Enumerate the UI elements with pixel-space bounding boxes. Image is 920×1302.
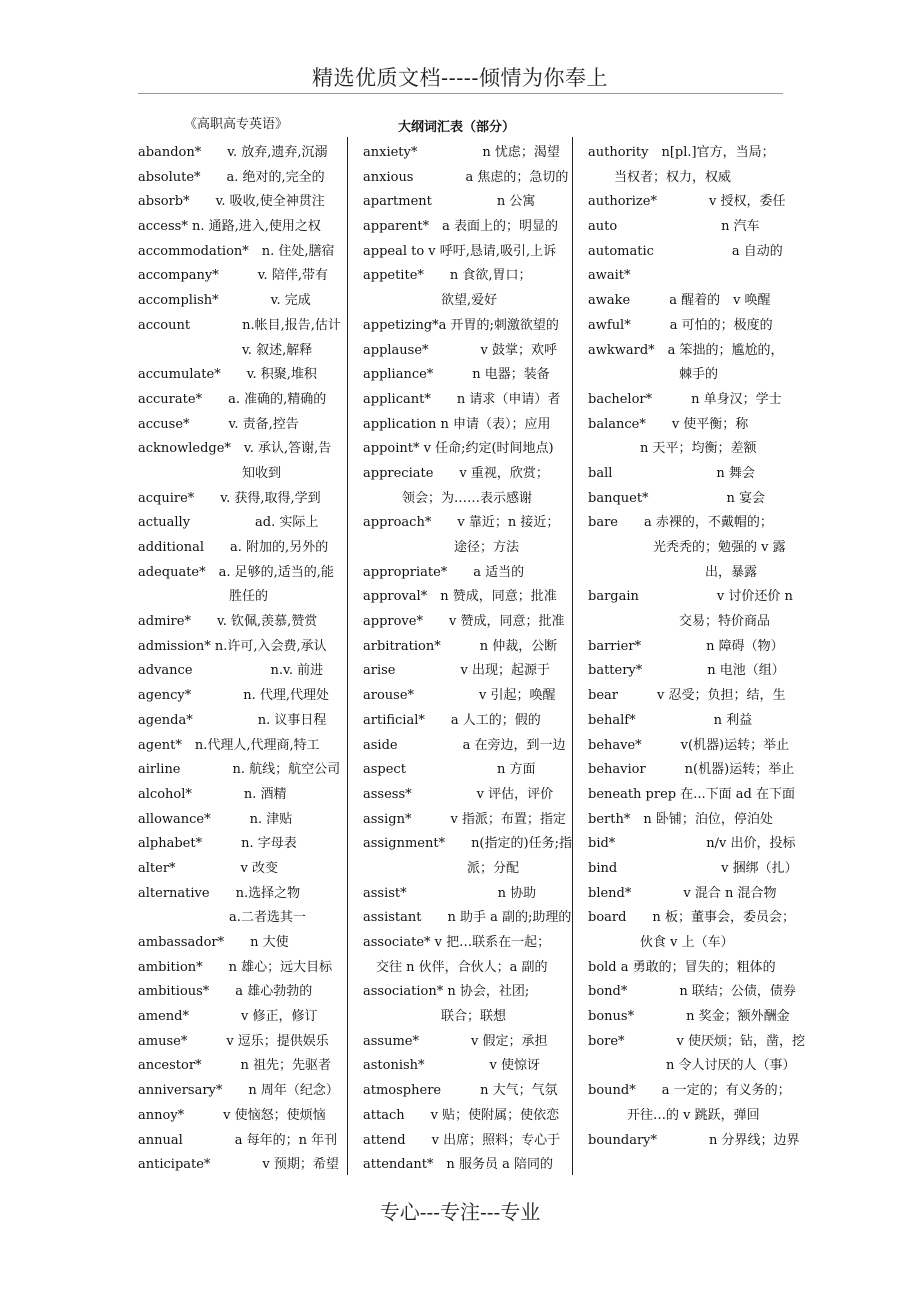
vocab-entry: approach* v 靠近；n 接近； — [363, 515, 560, 531]
vocab-entry: assist* n 协助 — [363, 885, 537, 901]
vocab-entry: approval* n 赞成，同意；批准 — [363, 589, 557, 605]
vocab-entry: accuse* v. 责备,控告 — [138, 416, 299, 432]
vocab-entry: abandon* v. 放弃,遗弃,沉溺 — [138, 145, 328, 160]
vocab-entry: ball n 舞会 — [588, 465, 755, 481]
vocab-entry: absorb* v. 吸收,使全神贯注 — [138, 194, 325, 210]
vocab-entry: agency* n. 代理,代理处 — [138, 688, 330, 704]
vocab-entry: approve* v 赞成，同意；批准 — [363, 614, 565, 630]
vocab-entry: ambassador* n 大使 — [138, 935, 289, 950]
vocab-entry: arbitration* n 仲裁，公断 — [363, 638, 558, 654]
vocab-entry: awful* a 可怕的；极度的 — [588, 317, 773, 333]
vocab-entry: allowance* n. 津贴 — [138, 811, 293, 827]
vocab-entry: 光秃秃的；勉强的 v 露 — [588, 540, 786, 555]
vocab-entry: ancestor* n 祖先；先驱者 — [138, 1058, 332, 1074]
vocab-entry: n 令人讨厌的人（事） — [588, 1058, 796, 1074]
vocab-entry: appetite* n 食欲,胃口； — [363, 268, 532, 284]
vocab-entry: accumulate* v. 积聚,堆积 — [138, 367, 317, 383]
vocab-entry: barrier* n 障碍（物） — [588, 638, 784, 654]
vocab-entry: astonish* v 使惊讶 — [363, 1058, 541, 1074]
vocab-entry: applause* v 鼓掌；欢呼 — [363, 342, 558, 358]
vocab-entry: behave* v(机器)运转；举止 — [588, 737, 790, 753]
vocab-entry: arouse* v 引起；唤醒 — [363, 688, 556, 704]
vocab-entry: bore* v 使厌烦；钻，凿，挖 — [588, 1033, 806, 1049]
vocab-entry: apparent* a 表面上的；明显的 — [363, 219, 559, 235]
vocab-entry: 联合；联想 — [363, 1009, 507, 1025]
vocab-entry: alphabet* n. 字母表 — [138, 836, 297, 852]
vocab-entry: 欲望,爱好 — [363, 293, 498, 309]
vocab-entry: atmosphere n 大气；气氛 — [363, 1083, 558, 1099]
vocab-entry: 知收到 — [138, 465, 282, 481]
vocab-entry: actually ad. 实际上 — [138, 515, 319, 531]
vocab-entry: assess* v 评估，评价 — [363, 786, 554, 802]
vocab-entry: awake a 醒着的 v 唤醒 — [588, 293, 771, 309]
vocab-entry: anxious a 焦虑的；急切的 — [363, 169, 569, 185]
vocab-entry: acknowledge* v. 承认,答谢,告 — [138, 441, 332, 457]
column-divider — [572, 137, 573, 1175]
vocab-entry: appeal to v 呼吁,恳请,吸引,上诉 — [363, 243, 557, 259]
column-divider — [347, 137, 348, 1175]
vocab-entry: a.二者选其一 — [138, 910, 306, 926]
vocab-entry: adequate* a. 足够的,适当的,能 — [138, 564, 334, 580]
vocab-column-1 — [138, 141, 360, 1181]
vocab-entry: amend* v 修正，修订 — [138, 1009, 318, 1025]
vocab-column-3 — [588, 141, 806, 1181]
vocab-entry: airline n. 航线；航空公司 — [138, 762, 341, 778]
vocab-entry: bind v 捆绑（扎） — [588, 860, 798, 876]
vocab-entry: association* n 协会，社团; — [363, 984, 530, 1000]
vocab-entry: anticipate* v 预期；希望 — [138, 1157, 339, 1173]
vocab-entry: aspect n 方面 — [363, 762, 536, 778]
vocab-entry: attend v 出席；照料；专心于 — [363, 1132, 561, 1148]
vocab-entry: alter* v 改变 — [138, 860, 279, 876]
vocab-entry: assume* v 假定；承担 — [363, 1033, 548, 1049]
vocab-entry: bold a 勇敢的；冒失的；粗体的 — [588, 959, 776, 975]
vocab-entry: 途径；方法 — [363, 540, 520, 555]
vocab-entry: alcohol* n. 酒精 — [138, 786, 287, 802]
vocab-entry: 开往…的 v 跳跃，弹回 — [588, 1107, 760, 1123]
vocab-entry: 胜任的 — [138, 589, 269, 605]
vocab-entry: appreciate v 重视，欣赏； — [363, 465, 549, 481]
vocab-entry: arise v 出现；起源于 — [363, 663, 550, 679]
vocab-entry: beneath prep 在...下面 ad 在下面 — [588, 786, 795, 802]
vocab-entry: behalf* n 利益 — [588, 712, 753, 728]
vocab-entry: annoy* v 使恼怒；使烦恼 — [138, 1107, 326, 1123]
vocab-entry: auto n 汽车 — [588, 219, 760, 235]
vocab-entry: berth* n 卧铺；泊位，停泊处 — [588, 811, 773, 827]
vocab-entry: accurate* a. 准确的,精确的 — [138, 391, 327, 407]
vocab-entry: additional a. 附加的,另外的 — [138, 540, 329, 555]
vocab-entry: amuse* v 逗乐；提供娱乐 — [138, 1033, 329, 1049]
vocab-entry: apartment n 公寓 — [363, 194, 536, 210]
vocab-entry: authorize* v 授权，委任 — [588, 194, 786, 210]
vocab-entry: absolute* a. 绝对的,完全的 — [138, 169, 325, 185]
vocab-entry: agenda* n. 议事日程 — [138, 712, 327, 728]
vocab-entry: accompany* v. 陪伴,带有 — [138, 268, 328, 284]
vocab-entry: account n.帐目,报告,估计 — [138, 317, 341, 333]
vocab-entry: appliance* n 电器；装备 — [363, 367, 550, 383]
vocab-entry: artificial* a 人工的；假的 — [363, 712, 541, 728]
vocab-entry: bargain v 讨价还价 n — [588, 589, 793, 605]
vocab-entry: 伙食 v 上（车） — [588, 935, 734, 950]
vocab-entry: v. 叙述,解释 — [138, 342, 313, 358]
vocab-entry: automatic a 自动的 — [588, 243, 783, 259]
vocab-entry: annual a 每年的；n 年刊 — [138, 1132, 338, 1148]
table-title: 大纲词汇表（部分） — [398, 120, 516, 135]
vocab-entry: 派；分配 — [363, 860, 520, 876]
vocab-entry: access* n. 通路,进入,使用之权 — [138, 219, 321, 235]
vocab-entry: battery* n 电池（组） — [588, 663, 785, 679]
vocab-entry: appropriate* a 适当的 — [363, 564, 525, 580]
vocab-entry: behavior n(机器)运转；举止 — [588, 762, 795, 778]
vocab-entry: bachelor* n 单身汉；学士 — [588, 391, 782, 407]
book-title: 《高职高专英语》 — [184, 117, 289, 132]
vocab-entry: applicant* n 请求（申请）者 — [363, 391, 561, 407]
vocab-entry: bond* n 联结；公债，债券 — [588, 984, 796, 1000]
vocab-entry: 交易；特价商品 — [588, 614, 771, 630]
vocab-entry: assistant n 助手 a 副的;助理的 — [363, 910, 572, 926]
vocab-entry: bonus* n 奖金；额外酬金 — [588, 1009, 790, 1025]
vocab-column-2 — [363, 141, 575, 1181]
vocab-entry: anxiety* n 忧虑；渴望 — [363, 145, 560, 160]
vocab-entry: anniversary* n 周年（纪念） — [138, 1083, 339, 1099]
vocab-entry: bare a 赤裸的，不戴帽的； — [588, 515, 773, 531]
vocab-entry: 出，暴露 — [588, 564, 758, 580]
vocab-entry: blend* v 混合 n 混合物 — [588, 885, 777, 901]
vocab-entry: aside a 在旁边，到一边 — [363, 737, 566, 753]
vocab-entry: ambition* n 雄心；远大目标 — [138, 959, 333, 975]
vocab-entry: board n 板；董事会，委员会； — [588, 910, 795, 926]
vocab-entry: authority n[pl.]官方，当局； — [588, 145, 775, 160]
vocab-entry: admission* n.许可,入会费,承认 — [138, 638, 327, 654]
vocab-entry: ambitious* a 雄心勃勃的 — [138, 984, 313, 1000]
vocab-entry: appoint* v 任命;约定(时间地点) — [363, 441, 554, 457]
vocab-entry: n 天平；均衡；差额 — [588, 441, 757, 457]
page-footer: 专心---专注---专业 — [379, 1200, 541, 1224]
vocab-entry: 领会；为……表示感谢 — [363, 490, 533, 506]
vocab-entry: appetizing*a 开胃的;刺激欲望的 — [363, 317, 559, 333]
vocab-entry: banquet* n 宴会 — [588, 490, 766, 506]
vocab-entry: advance n.v. 前进 — [138, 663, 324, 679]
vocab-entry: application n 申请（表）；应用 — [363, 416, 551, 432]
vocab-entry: admire* v. 钦佩,羡慕,赞赏 — [138, 614, 318, 630]
vocab-entry: boundary* n 分界线；边界 — [588, 1132, 800, 1148]
page-header: 精选优质文档-----倾情为你奉上 — [312, 66, 608, 90]
vocab-entry: agent* n.代理人,代理商,特工 — [138, 737, 320, 753]
vocab-entry: attendant* n 服务员 a 陪同的 — [363, 1157, 553, 1173]
vocab-entry: alternative n.选择之物 — [138, 885, 301, 901]
vocab-entry: assignment* n(指定的)任务;指 — [363, 836, 572, 852]
vocab-entry: 当权者；权力，权威 — [588, 169, 732, 185]
vocab-entry: acquire* v. 获得,取得,学到 — [138, 490, 321, 506]
vocab-entry: balance* v 使平衡；称 — [588, 416, 749, 432]
vocab-entry: 交往 n 伙伴，合伙人；a 副的 — [363, 959, 548, 975]
vocab-entry: bear v 忍受；负担；结，生 — [588, 688, 786, 704]
vocab-entry: accomplish* v. 完成 — [138, 293, 311, 309]
vocab-entry: assign* v 指派；布置；指定 — [363, 811, 566, 827]
vocab-entry: bound* a 一定的；有义务的； — [588, 1083, 791, 1099]
vocab-entry: awkward* a 笨拙的；尴尬的， — [588, 342, 784, 358]
vocab-entry: associate* v 把…联系在一起； — [363, 935, 551, 950]
header-divider — [138, 93, 783, 94]
vocab-entry: bid* n/v 出价，投标 — [588, 836, 796, 852]
vocab-entry: accommodation* n. 住处,膳宿 — [138, 243, 335, 259]
vocab-entry: await* — [588, 268, 631, 284]
vocab-entry: 棘手的 — [588, 367, 719, 383]
vocab-entry: attach v 贴；使附属；使依恋 — [363, 1107, 560, 1123]
